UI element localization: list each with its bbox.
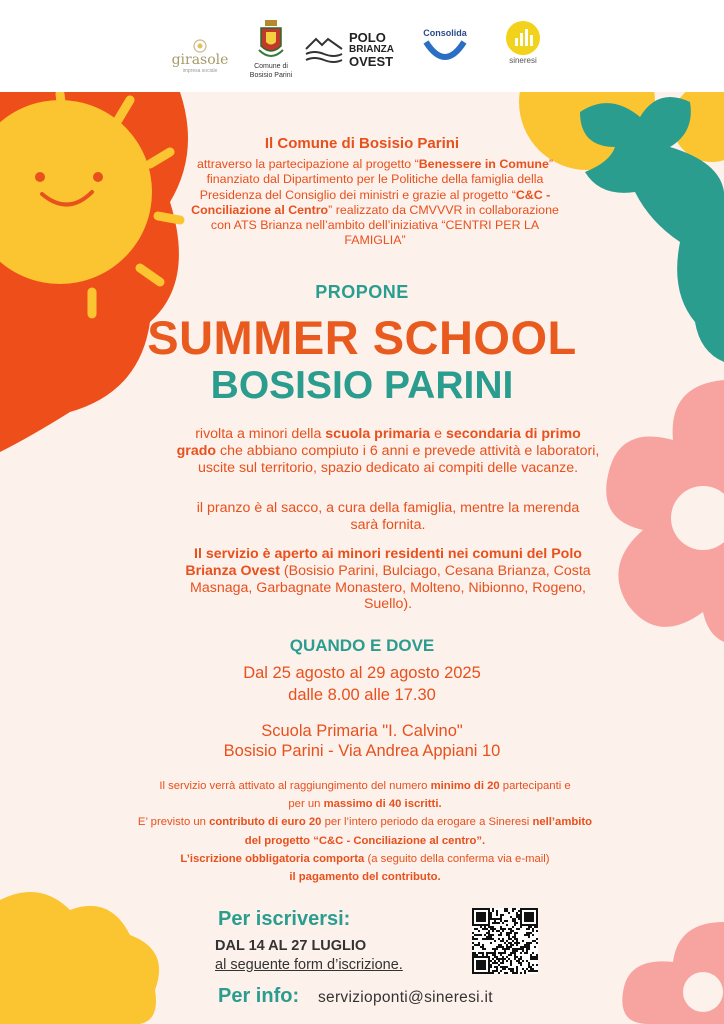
text-run: E’ previsto un: [137, 816, 210, 829]
date-range: Dal 25 agosto al 29 agosto 2025: [243, 664, 481, 682]
polo-line2: BRIANZA: [349, 44, 394, 55]
bold-text-run: C&C - Conciliazione al Centro: [191, 187, 551, 217]
yellow-cloud-decoration: [0, 880, 170, 1024]
text-run: per un: [288, 798, 324, 811]
text-run: che abbiano compiuto i 6 anni e prevede attività e laboratori, uscite sul territorio, spazio dedicato ai compiti delle vacanze.: [197, 442, 600, 476]
bold-text-run: minimo di 20: [430, 780, 500, 792]
signup-qr-code[interactable]: [472, 908, 538, 974]
pink-flower-decoration: [598, 380, 724, 650]
condition-line: [82, 868, 648, 886]
signup-dates: DAL 14 AL 27 LUGLIO: [215, 938, 367, 954]
text-run: attraverso la partecipazione al progetto “: [196, 157, 419, 171]
girasole-logo: [168, 36, 232, 74]
condition-line: [82, 850, 648, 868]
bold-text-run: il pagamento del contributo.: [289, 871, 441, 884]
comune-caption-1: Comune di: [254, 63, 288, 70]
consolida-arc-icon: [422, 38, 468, 64]
service-text: [176, 546, 600, 613]
girasole-tagline: impresa sociale: [182, 68, 218, 74]
info-email-link[interactable]: servizioponti@sineresi.it: [318, 989, 493, 1006]
main-title-line1: SUMMER SCHOOL: [147, 311, 577, 364]
when-where-heading: QUANDO E DOVE: [289, 636, 435, 655]
info-label: Per info:: [218, 985, 300, 1007]
sineresi-name: sineresi: [509, 56, 537, 65]
school-address: Bosisio Parini - Via Andrea Appiani 10: [223, 742, 501, 760]
bold-text-run: nell’ambito: [532, 816, 593, 829]
text-run: rivolta a minori della: [195, 426, 326, 442]
bold-text-run: scuola primaria: [325, 426, 431, 442]
condition-line: [82, 777, 648, 795]
signup-form-link[interactable]: al seguente form d’iscrizione.: [215, 957, 403, 973]
lunch-text: il pranzo è al sacco, a cura della famiglia, mentre la merenda sarà fornita.: [196, 500, 580, 533]
text-run: (Bosisio Parini, Bulciago, Cesana Brianza, Costa Masnaga, Garbagnate Monastero, Molteno, Nibionno, Rogeno, Suello).: [190, 562, 591, 613]
description-text: [176, 426, 600, 476]
propone-heading: PROPONE: [315, 282, 409, 302]
mountain-waves-icon: [304, 35, 344, 65]
dates-block: [0, 662, 724, 706]
conditions-text: [82, 777, 648, 886]
intro-text: [190, 157, 560, 249]
comune-logo: [244, 20, 298, 80]
bold-text-run: del progetto “C&C - Conciliazione al centro”.: [244, 834, 486, 847]
signup-label: Per iscriversi:: [218, 908, 351, 930]
text-run: per l’intero periodo da erogare a Sineresi: [321, 816, 533, 829]
bold-text-run: secondaria di primo grado: [176, 426, 581, 459]
polo-line1: POLO: [349, 30, 386, 45]
sineresi-icon: [505, 20, 541, 56]
polo-brianza-ovest-logo: [304, 32, 394, 68]
text-run: (a seguito della conferma via e-mail): [364, 852, 550, 865]
consolida-logo: [420, 28, 470, 64]
text-run: partecipanti e: [499, 780, 571, 792]
bold-text-run: Benessere in Comune: [418, 157, 549, 171]
pink-flower-bottom-decoration: [608, 922, 724, 1024]
bold-text-run: massimo di 40 iscritti.: [323, 798, 442, 811]
main-title-line2: BOSISIO PARINI: [210, 364, 514, 407]
location-block: [0, 721, 724, 761]
condition-line: [82, 795, 648, 813]
organizer-heading: Il Comune di Bosisio Parini: [264, 135, 460, 152]
bold-text-run: contributo di euro 20: [209, 816, 322, 829]
condition-line: [82, 813, 648, 831]
text-run: e: [430, 426, 446, 442]
text-run: ” realizzato da CMVVVR in collaborazione con ATS Brianza nell’ambito dell’iniziativa “CENTRI PER LA FAMIGLIA”: [210, 202, 559, 248]
hours: dalle 8.00 alle 17.30: [288, 686, 436, 704]
text-run: Il servizio verrà attivato al raggiungimento del numero: [159, 780, 431, 792]
logo-bar: [0, 0, 724, 92]
coat-of-arms-icon: [258, 20, 284, 62]
condition-line: [82, 832, 648, 850]
consolida-name: Consolida: [423, 28, 467, 38]
polo-line3: OVEST: [349, 54, 394, 69]
girasole-name: girasole: [171, 52, 229, 68]
bold-text-run: L’iscrizione obbligatoria comporta: [180, 852, 365, 865]
bold-text-run: Il servizio è aperto ai minori residenti nei comuni del Polo Brianza Ovest: [185, 546, 582, 579]
sineresi-logo: [496, 20, 550, 65]
text-run: ” finanziato dal Dipartimento per le Politiche della famiglia della Presidenza del Consiglio dei ministri e grazie al progetto “: [199, 157, 554, 202]
comune-caption-2: Bosisio Parini: [249, 72, 293, 79]
school-name: Scuola Primaria "I. Calvino": [261, 722, 463, 740]
